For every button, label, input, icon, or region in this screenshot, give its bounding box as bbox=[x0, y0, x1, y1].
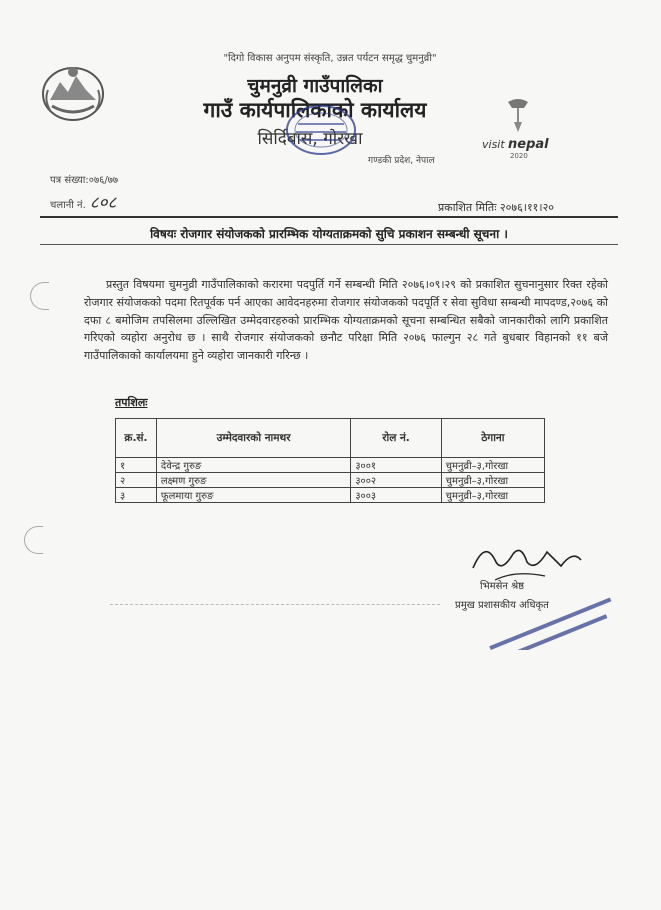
cell-serial: २ bbox=[116, 473, 157, 488]
subject-line: विषयः रोजगार संयोजकको प्रारम्भिक योग्यताक्रमको सुचि प्रकाशन सम्बन्धी सूचना । bbox=[150, 227, 508, 241]
svg-text:2020: 2020 bbox=[510, 152, 528, 160]
cell-address: चुमनुव्री–३,गोरखा bbox=[441, 488, 544, 503]
visit-nepal-logo-icon bbox=[478, 98, 558, 160]
dispatch-number-handwritten: ८०८ bbox=[89, 193, 117, 213]
province-line: गण्डकी प्रदेश, नेपाल bbox=[368, 156, 435, 166]
header-divider bbox=[40, 216, 618, 218]
punch-hole-mark bbox=[30, 282, 49, 310]
cell-name: फूलमाया गुरुङ bbox=[156, 488, 350, 503]
table-row bbox=[116, 458, 545, 473]
motto: "दिगो विकास अनुपम संस्कृति, उन्नत पर्यटन समृद्ध चुमनुव्री" bbox=[223, 53, 437, 64]
subject-divider bbox=[40, 244, 618, 245]
published-date: प्रकाशित मितिः २०७६।११।२० bbox=[438, 201, 555, 214]
dispatch-number bbox=[50, 190, 116, 213]
cell-name: लक्ष्मण गुरुङ bbox=[156, 473, 350, 488]
col-serial-header: क्र.सं. bbox=[116, 419, 157, 458]
org-name-line2: गाउँ कार्यपालिकाको कार्यालय bbox=[203, 98, 427, 122]
cell-roll: ३००२ bbox=[351, 473, 441, 488]
table-row bbox=[116, 488, 545, 503]
cell-name: देवेन्द्र गुरुङ bbox=[156, 458, 350, 473]
cell-serial: ३ bbox=[116, 488, 157, 503]
svg-text:nepal: nepal bbox=[508, 137, 549, 152]
signatory-role: प्रमुख प्रशासकीय अधिकृत bbox=[455, 600, 549, 611]
cell-serial: १ bbox=[116, 458, 157, 473]
dispatch-number-label: चलानी नं. bbox=[50, 200, 86, 211]
office-stamp-icon bbox=[282, 100, 360, 160]
details-label: तपशिलः bbox=[115, 396, 148, 409]
punch-hole-mark bbox=[24, 526, 43, 554]
table-row bbox=[116, 473, 545, 488]
org-address-line: सिर्दिबास, गोरखा bbox=[257, 129, 363, 149]
org-name-line1: चुमनुव्री गाउँपालिका bbox=[247, 75, 383, 97]
signature-and-stamp-icon bbox=[455, 540, 625, 650]
table-header-row bbox=[116, 419, 545, 458]
signatory-name: भिमसेन श्रेष्ठ bbox=[480, 581, 525, 592]
letter-number: पत्र संख्या:०७६/७७ bbox=[50, 175, 119, 186]
col-roll-header: रोल नं. bbox=[351, 419, 441, 458]
svg-text:visit: visit bbox=[482, 138, 505, 151]
cell-address: चुमनुव्री–३,गोरखा bbox=[441, 458, 544, 473]
col-address-header: ठेगाना bbox=[441, 419, 544, 458]
col-name-header: उम्मेदवारको नामथर bbox=[156, 419, 350, 458]
candidate-table bbox=[115, 418, 545, 503]
notice-body: प्रस्तुत विषयमा चुमनुव्री गाउँपालिकाको करारमा पदपुर्ति गर्ने सम्बन्धी मिति २०७६।०९।२९ को प्रकाशित सुचनानुसार रिक्त रहेको रोजगार संयोजकको पदमा रितपूर्वक पर्न आएका आवेदनहरुमा रोजगार संयोजकको पदपूर्ति र सेवा सुविधा सम्बन्धी मापदण्ड,२०७६ को दफा ८ बमोजिम तपसिलमा उल्लिखित उम्मेदवारहरुको प्रारम्भिक योग्यताक्रमको सूचना सम्बन्धित सबैको जानकारीको लागि प्रकाशित गरिएको व्यहोरा अनुरोध छ । साथै रोजगार संयोजकको छनौट परिक्षा मिति २०७६ फाल्गुन २८ गते बुधबार विहानको ११ बजे गाउँपालिकाको कार्यालयमा हुने व्यहोरा जानकारी गरिन्छ । bbox=[84, 278, 608, 363]
cell-address: चुमनुव्री–३,गोरखा bbox=[441, 473, 544, 488]
cell-roll: ३००३ bbox=[351, 488, 441, 503]
nepal-emblem-icon bbox=[38, 60, 108, 124]
cell-roll: ३००१ bbox=[351, 458, 441, 473]
scan-artifact-line bbox=[110, 604, 440, 605]
